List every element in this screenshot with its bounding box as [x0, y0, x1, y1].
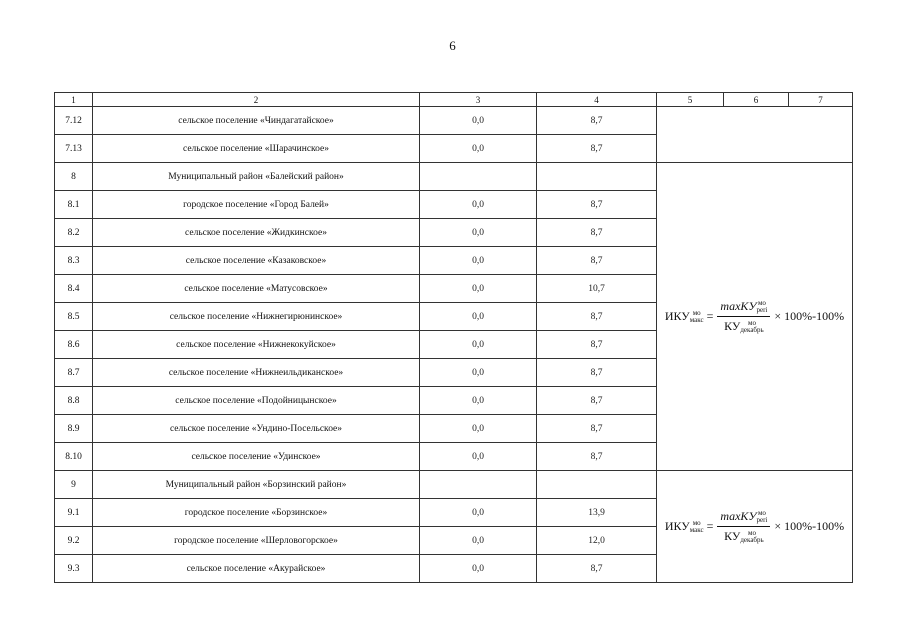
table-cell: 8.4: [55, 275, 93, 303]
table-cell: 7.13: [55, 135, 93, 163]
table-cell: городское поселение «Город Балей»: [93, 191, 420, 219]
table-cell: [537, 471, 657, 499]
table-cell: 0,0: [420, 135, 537, 163]
max-index-formula: ИКУ мо макс = maxKУ мо peri КУ мо декабрь × 100%-100%: [664, 508, 845, 545]
table-cell: 0,0: [420, 415, 537, 443]
table-cell: [420, 163, 537, 191]
column-header: 7: [789, 93, 853, 107]
column-header: 4: [537, 93, 657, 107]
table-cell: городское поселение «Борзинское»: [93, 499, 420, 527]
table-cell: [657, 471, 853, 583]
table-row: [55, 163, 853, 191]
formula-numerator: maxKУ: [720, 298, 757, 313]
table-cell: 9.3: [55, 555, 93, 583]
table-cell: сельское поселение «Подойницынское»: [93, 387, 420, 415]
table-cell: Муниципальный район «Борзинский район»: [93, 471, 420, 499]
formula-denominator: КУ: [724, 529, 741, 543]
table-cell: сельское поселение «Нижнекокуйское»: [93, 331, 420, 359]
table-cell: сельское поселение «Матусовское»: [93, 275, 420, 303]
table-cell: 8,7: [537, 219, 657, 247]
table-cell: городское поселение «Шерловогорское»: [93, 527, 420, 555]
table-cell: [420, 471, 537, 499]
table-cell: 0,0: [420, 499, 537, 527]
table-cell: 12,0: [537, 527, 657, 555]
table-cell: 0,0: [420, 443, 537, 471]
table-cell: 0,0: [420, 359, 537, 387]
table-cell: 8,7: [537, 331, 657, 359]
formula-denominator: КУ: [724, 319, 741, 333]
table-cell: 9.1: [55, 499, 93, 527]
max-index-formula: ИКУ мо макс = maxKУ мо peri КУ мо декабрь × 100%-100%: [664, 298, 845, 335]
table-cell: сельское поселение «Казаковское»: [93, 247, 420, 275]
table-cell: 8.5: [55, 303, 93, 331]
page-number: 6: [449, 38, 456, 53]
formula-equals: =: [706, 309, 714, 323]
table-row: [55, 471, 853, 499]
table-cell: 8.2: [55, 219, 93, 247]
table-cell: 0,0: [420, 303, 537, 331]
table-cell: сельское поселение «Ундино-Посельское»: [93, 415, 420, 443]
table-cell: 8.7: [55, 359, 93, 387]
table-cell: [657, 107, 853, 163]
table-cell: [657, 163, 853, 471]
table-cell: 8,7: [537, 415, 657, 443]
table-cell: 8,7: [537, 303, 657, 331]
table-row: [55, 107, 853, 135]
column-header: 3: [420, 93, 537, 107]
table-cell: 0,0: [420, 555, 537, 583]
formula-fraction: maxKУ мо peri КУ мо декабрь: [717, 509, 770, 545]
table-cell: 0,0: [420, 527, 537, 555]
column-header: 2: [93, 93, 420, 107]
table-cell: 8.9: [55, 415, 93, 443]
table-cell: 0,0: [420, 219, 537, 247]
table-cell: 8.8: [55, 387, 93, 415]
table-cell: 8,7: [537, 191, 657, 219]
table-cell: 0,0: [420, 247, 537, 275]
table-cell: 8,7: [537, 107, 657, 135]
table-cell: сельское поселение «Акурайское»: [93, 555, 420, 583]
table-cell: 8,7: [537, 443, 657, 471]
table-cell: 0,0: [420, 191, 537, 219]
formula-fraction: maxKУ мо peri КУ мо декабрь: [717, 299, 770, 335]
column-header: 6: [724, 93, 789, 107]
column-header-row: [55, 93, 853, 107]
table-cell: сельское поселение «Чиндагатайское»: [93, 107, 420, 135]
formula-lhs: ИКУ: [664, 308, 690, 323]
table-cell: 7.12: [55, 107, 93, 135]
formula-numerator: maxKУ: [720, 508, 757, 523]
table-cell: 13,9: [537, 499, 657, 527]
table-cell: [537, 163, 657, 191]
table-cell: 0,0: [420, 275, 537, 303]
table-cell: 0,0: [420, 387, 537, 415]
table-cell: 8.6: [55, 331, 93, 359]
column-header: 1: [55, 93, 93, 107]
table-cell: 8,7: [537, 387, 657, 415]
table-cell: 9.2: [55, 527, 93, 555]
table-cell: 8,7: [537, 555, 657, 583]
table-cell: 0,0: [420, 331, 537, 359]
formula-tail: × 100%-100%: [774, 519, 845, 533]
table-cell: 8,7: [537, 135, 657, 163]
table-cell: 8,7: [537, 247, 657, 275]
table-cell: сельское поселение «Нижнеильдиканское»: [93, 359, 420, 387]
table-cell: 10,7: [537, 275, 657, 303]
table-cell: сельское поселение «Нижнегирюнинское»: [93, 303, 420, 331]
table-cell: сельское поселение «Жидкинское»: [93, 219, 420, 247]
table-cell: сельское поселение «Удинское»: [93, 443, 420, 471]
table-cell: 8.3: [55, 247, 93, 275]
table-cell: Муниципальный район «Балейский район»: [93, 163, 420, 191]
formula-equals: =: [706, 519, 714, 533]
table-cell: 8,7: [537, 359, 657, 387]
tariff-table: [54, 92, 853, 583]
table-cell: 8: [55, 163, 93, 191]
table-cell: 9: [55, 471, 93, 499]
table-cell: 0,0: [420, 107, 537, 135]
table-cell: 8.10: [55, 443, 93, 471]
table-cell: сельское поселение «Шарачинское»: [93, 135, 420, 163]
table-cell: 8.1: [55, 191, 93, 219]
column-header: 5: [657, 93, 724, 107]
formula-tail: × 100%-100%: [774, 309, 845, 323]
formula-lhs: ИКУ: [664, 518, 690, 533]
